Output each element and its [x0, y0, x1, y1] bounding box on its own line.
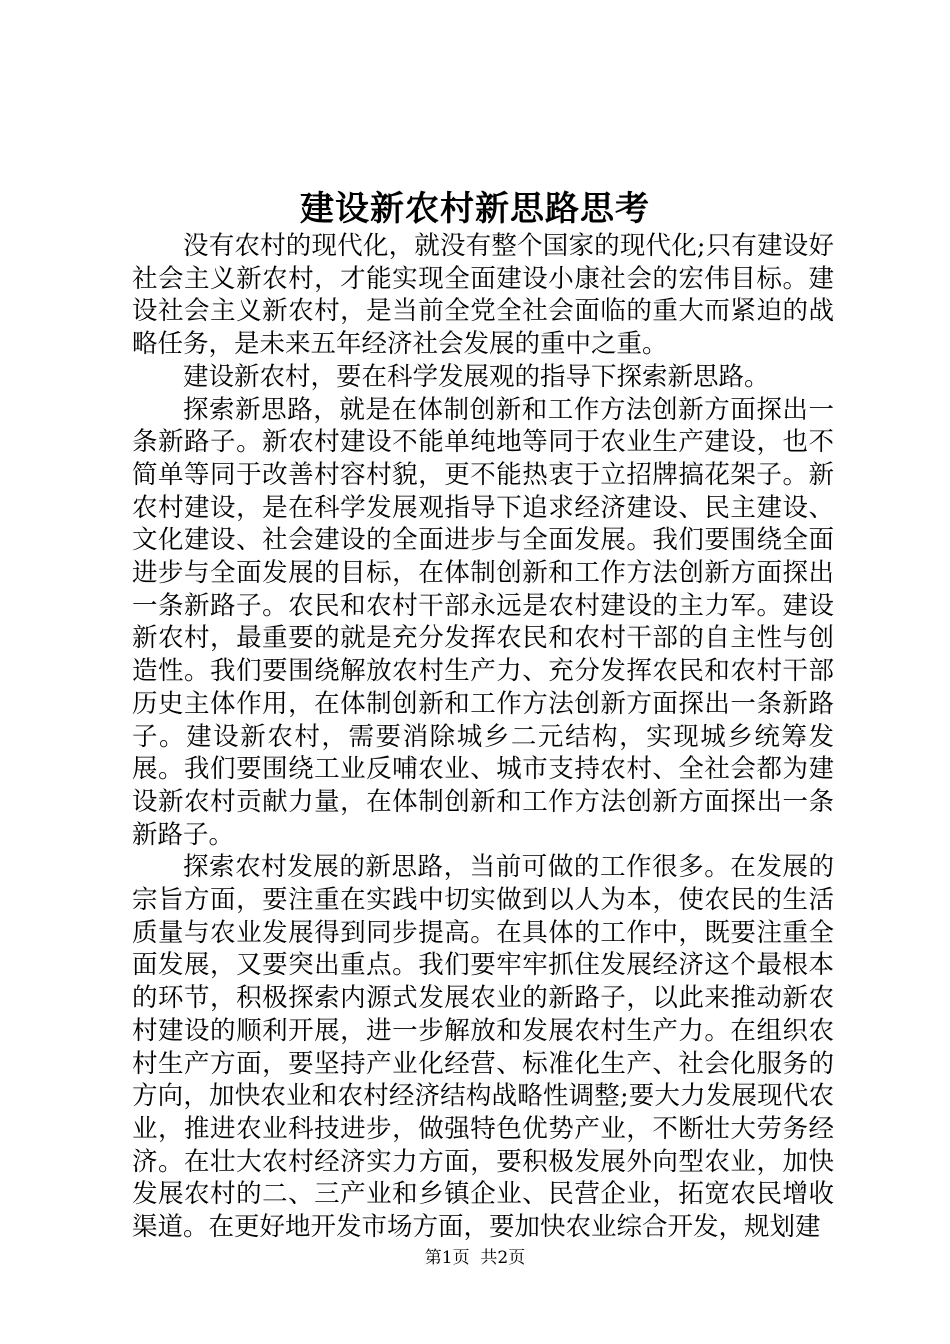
- page-number: 第1页: [424, 1248, 470, 1268]
- page-footer: [0, 1246, 950, 1270]
- paragraph: 探索新思路，就是在体制创新和工作方法创新方面探出一条新路子。新农村建设不能单纯地等同于农业生产建设，也不简单等同于改善村容村貌，更不能热衷于立招牌搞花架子。新农村建设，是在科学发展观指导下追求经济建设、民主建设、文化建设、社会建设的全面进步与全面发展。我们要围绕全面进步与全面发展的目标，在体制创新和工作方法创新方面探出一条新路子。农民和农村干部永远是农村建设的主力军。建设新农村，最重要的就是充分发挥农民和农村干部的自主性与创造性。我们要围绕解放农村生产力、充分发挥农民和农村干部历史主体作用，在体制创新和工作方法创新方面探出一条新路子。建设新农村，需要消除城乡二元结构，实现城乡统筹发展。我们要围绕工业反哺农业、城市支持农村、全社会都为建设新农村贡献力量，在体制创新和工作方法创新方面探出一条新路子。: [132, 394, 834, 850]
- page-total: 共2页: [480, 1248, 526, 1268]
- document-body: [132, 230, 834, 1244]
- paragraph: 探索农村发展的新思路，当前可做的工作很多。在发展的宗旨方面，要注重在实践中切实做到以人为本，使农民的生活质量与农业发展得到同步提高。在具体的工作中，既要注重全面发展，又要突出重点。我们要牢牢抓住发展经济这个最根本的环节，积极探索内源式发展农业的新路子，以此来推动新农村建设的顺利开展，进一步解放和发展农村生产力。在组织农村生产方面，要坚持产业化经营、标准化生产、社会化服务的方向，加快农业和农村经济结构战略性调整;要大力发展现代农业，推进农业科技进步，做强特色优势产业，不断壮大劳务经济。在壮大农村经济实力方面，要积极发展外向型农业，加快发展农村的二、三产业和乡镇企业、民营企业，拓宽农民增收渠道。在更好地开发市场方面，要加快农业综合开发，规划建: [132, 852, 834, 1243]
- document-title: 建设新农村新思路思考: [300, 189, 650, 229]
- paragraph: 没有农村的现代化，就没有整个国家的现代化;只有建设好社会主义新农村，才能实现全面建设小康社会的宏伟目标。建设社会主义新农村，是当前全党全社会面临的重大而紧迫的战略任务，是未来五年经济社会发展的重中之重。: [132, 231, 834, 360]
- footer-spacer: [470, 1248, 481, 1268]
- paragraph: 建设新农村，要在科学发展观的指导下探索新思路。: [183, 361, 770, 392]
